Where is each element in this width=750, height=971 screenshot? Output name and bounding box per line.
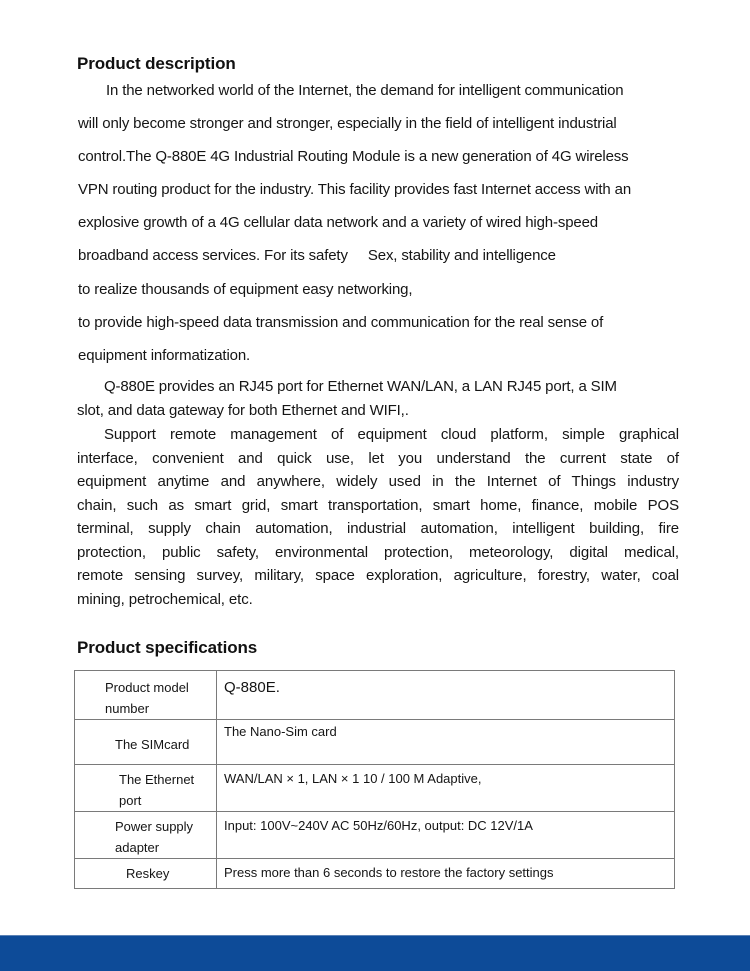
- applications-paragraph-line: protection, public safety, environmental protection, meteorology, digital medical,: [77, 544, 679, 561]
- applications-paragraph-line: chain, such as smart grid, smart transportation, smart home, finance, mobile POS: [77, 497, 679, 514]
- table-row: [75, 765, 675, 812]
- applications-paragraph-line: mining, petrochemical, etc.: [77, 591, 253, 608]
- description-line: broadband access services. For its safety Sex, stability and intelligence: [78, 247, 556, 264]
- applications-paragraph-line: remote sensing survey, military, space exploration, agriculture, forestry, water, coal: [77, 567, 679, 584]
- spec-key: The SIMcard: [115, 737, 190, 752]
- spec-value: WAN/LAN × 1, LAN × 1 10 / 100 M Adaptive,: [224, 771, 482, 786]
- applications-paragraph-line: terminal, supply chain automation, industrial automation, intelligent building, fire: [77, 520, 679, 537]
- spec-value-cell: [217, 859, 675, 889]
- spec-value-cell: [217, 765, 675, 812]
- spec-key: Reskey: [126, 866, 170, 881]
- applications-paragraph-line: Support remote management of equipment cloud platform, simple graphical: [104, 426, 679, 443]
- ports-paragraph-line: slot, and data gateway for both Ethernet and WIFI,.: [77, 402, 409, 419]
- spec-key: Power supply: [115, 819, 194, 834]
- description-line: equipment informatization.: [78, 347, 251, 364]
- table-row: [75, 671, 675, 720]
- table-row: [75, 720, 675, 765]
- product-description-heading: Product description: [77, 54, 236, 73]
- spec-key: port: [119, 793, 142, 808]
- spec-value: Press more than 6 seconds to restore the factory settings: [224, 865, 554, 880]
- description-line: VPN routing product for the industry. This facility provides fast Internet access with an: [78, 181, 632, 198]
- spec-value-cell: [217, 812, 675, 859]
- table-row: [75, 812, 675, 859]
- spec-key: Product model: [105, 680, 189, 695]
- spec-value: Q-880E.: [224, 679, 280, 696]
- spec-value-cell: [217, 671, 675, 720]
- specifications-table: [74, 670, 675, 889]
- description-line: control.The Q-880E 4G Industrial Routing Module is a new generation of 4G wireless: [78, 148, 629, 165]
- description-line: will only become stronger and stronger, especially in the field of intelligent industrial: [78, 115, 617, 132]
- footer-bar: [0, 935, 750, 971]
- description-line: explosive growth of a 4G cellular data network and a variety of wired high-speed: [78, 214, 598, 231]
- spec-key-cell: [75, 720, 217, 765]
- spec-key: adapter: [115, 840, 160, 855]
- ports-paragraph-line: Q-880E provides an RJ45 port for Ethernet WAN/LAN, a LAN RJ45 port, a SIM: [104, 378, 617, 395]
- spec-key-cell: [75, 859, 217, 889]
- applications-paragraph-line: equipment anytime and anywhere, widely used in the Internet of Things industry: [77, 473, 679, 490]
- spec-key: number: [105, 701, 150, 716]
- spec-value: Input: 100V~240V AC 50Hz/60Hz, output: DC 12V/1A: [224, 818, 533, 833]
- description-line: to provide high-speed data transmission and communication for the real sense of: [78, 314, 604, 331]
- spec-key: The Ethernet: [119, 772, 195, 787]
- description-line: to realize thousands of equipment easy networking,: [78, 281, 413, 298]
- table-row: [75, 859, 675, 889]
- product-specifications-heading: Product specifications: [77, 638, 258, 657]
- spec-value-cell: [217, 720, 675, 765]
- spec-value: The Nano-Sim card: [224, 724, 337, 739]
- description-line: In the networked world of the Internet, the demand for intelligent communication: [106, 82, 624, 99]
- spec-key-cell: [75, 765, 217, 812]
- spec-key-cell: [75, 812, 217, 859]
- spec-key-cell: [75, 671, 217, 720]
- applications-paragraph-line: interface, convenient and quick use, let you understand the current state of: [77, 450, 679, 467]
